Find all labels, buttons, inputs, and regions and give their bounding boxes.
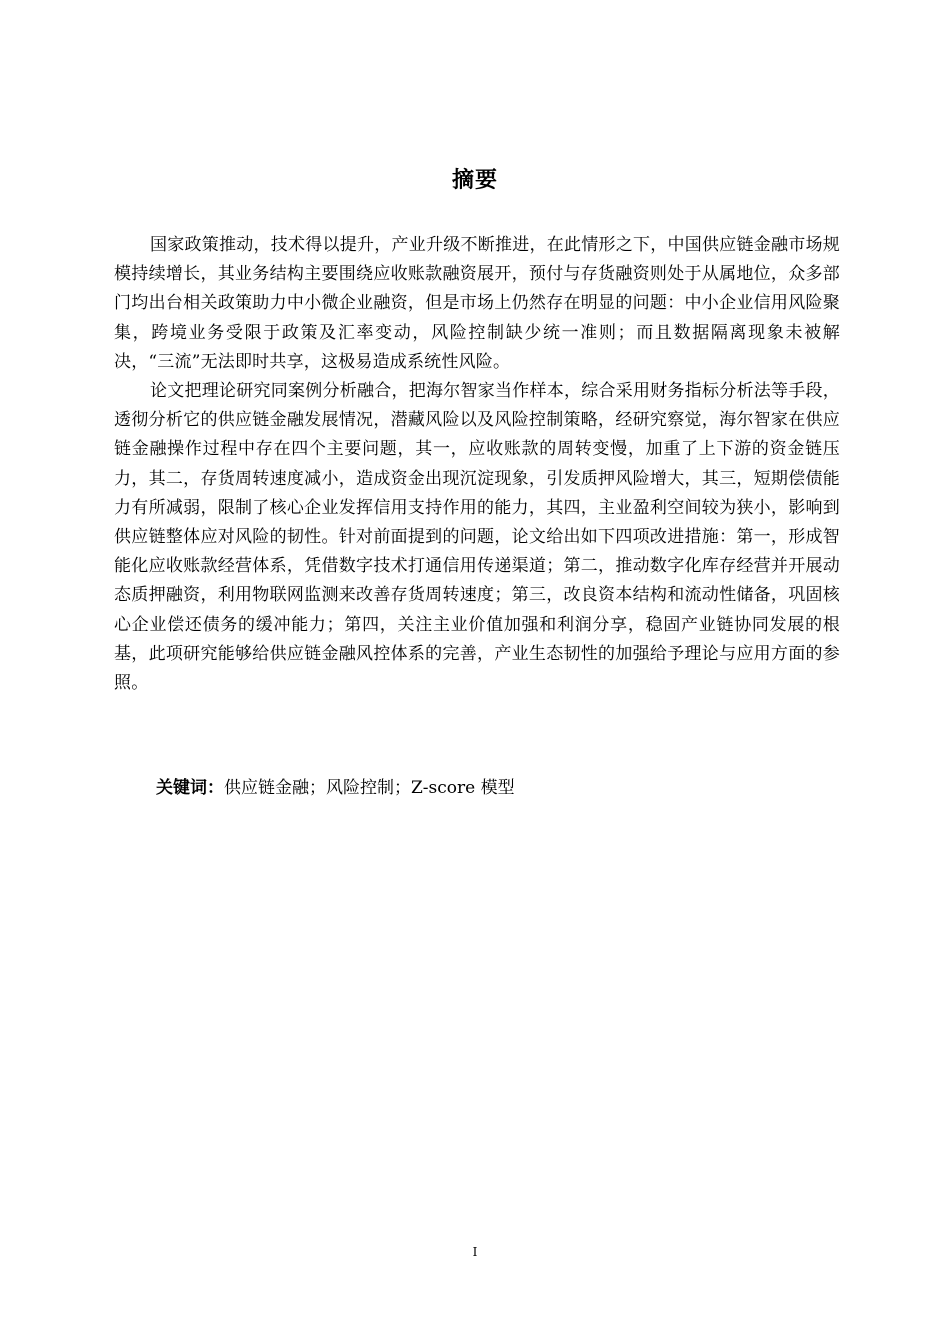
keywords-line — [156, 774, 856, 803]
keywords-label: 关键词： — [156, 778, 224, 798]
abstract-paragraph-2: 论文把理论研究同案例分析融合，把海尔智家当作样本，综合采用财务指标分析法等手段，透彻分析它的供应链金融发展情况，潜藏风险以及风险控制策略，经研究察觉，海尔智家在供应链金融操作过程中存在四个主要问题，其一，应收账款的周转变慢，加重了上下游的资金链压力，其二，存货周转速度减小，造成资金出现沉淀现象，引发质押风险增大，其三，短期偿债能力有所减弱，限制了核心企业发挥信用支持作用的能力，其四，主业盈利空间较为狭小，影响到供应链整体应对风险的韧性。针对前面提到的问题，论文给出如下四项改进措施：第一，形成智能化应收账款经营体系，凭借数字技术打通信用传递渠道；第二，推动数字化库存经营并开展动态质押融资，利用物联网监测来改善存货周转速度；第三，改良资本结构和流动性储备，巩固核心企业偿还债务的缓冲能力；第四，关注主业价值加强和利润分享，稳固产业链协同发展的根基，此项研究能够给供应链金融风控体系的完善，产业生态韧性的加强给予理论与应用方面的参照。 — [114, 381, 840, 694]
abstract-body — [114, 231, 840, 698]
abstract-paragraph-1: 国家政策推动，技术得以提升，产业升级不断推进，在此情形之下，中国供应链金融市场规模持续增长，其业务结构主要围绕应收账款融资展开，预付与存货融资则处于从属地位，众多部门均出台相关政策助力中小微企业融资，但是市场上仍然存在明显的问题：中小企业信用风险聚集，跨境业务受限于政策及汇率变动，风险控制缺少统一准则；而且数据隔离现象未被解决，“三流”无法即时共享，这极易造成系统性风险。 — [114, 235, 840, 372]
keywords-text: 供应链金融；风险控制；Z-score 模型 — [224, 778, 515, 798]
page-number: I — [472, 1245, 478, 1259]
page-title: 摘要 — [451, 168, 498, 193]
